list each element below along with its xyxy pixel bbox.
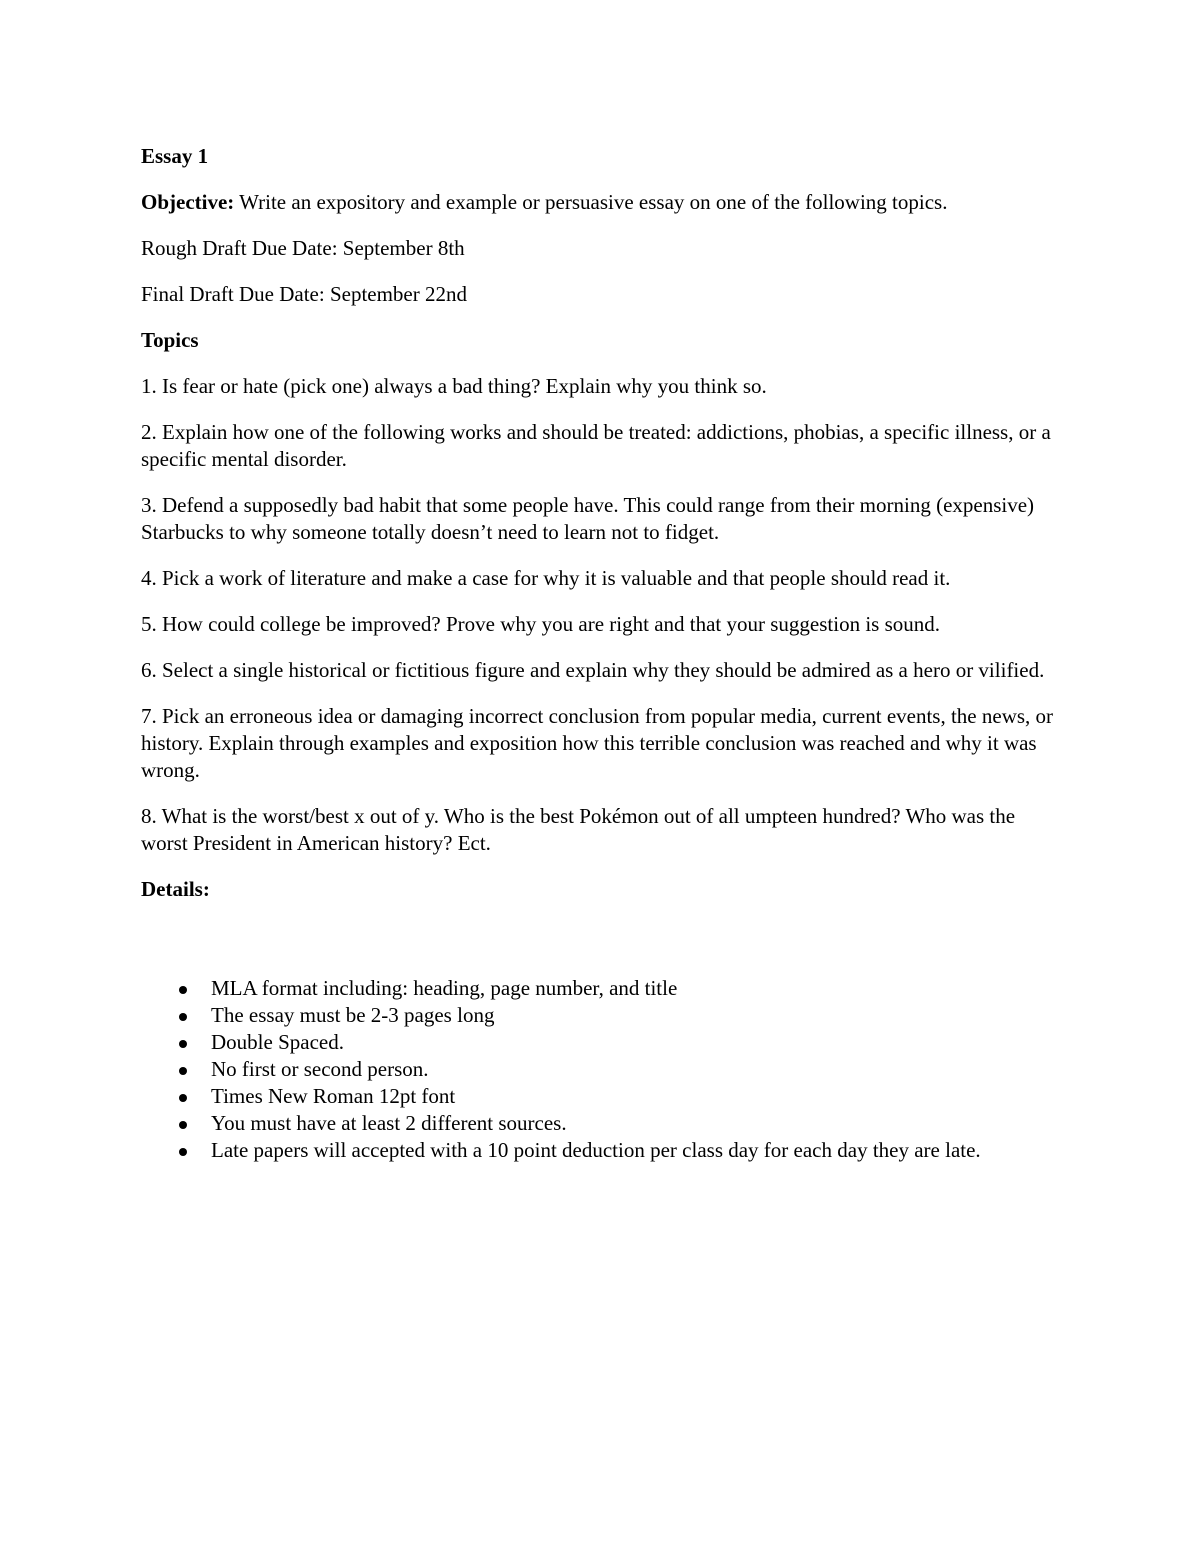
bullet-icon [179, 1040, 187, 1048]
topics-heading: Topics [141, 328, 199, 352]
topic-item: 2. Explain how one of the following works and should be treated: addictions, phobias, a specific illness, or a specific mental disorder. [141, 420, 1051, 471]
essay-title: Essay 1 [141, 144, 209, 168]
topic-item: 6. Select a single historical or fictitious figure and explain why they should be admired as a hero or vilified. [141, 658, 1045, 682]
detail-text: Late papers will accepted with a 10 point deduction per class day for each day they are late. [211, 1138, 981, 1162]
topic-item: 4. Pick a work of literature and make a case for why it is valuable and that people should read it. [141, 566, 951, 590]
bullet-icon [179, 1121, 187, 1129]
objective-line [141, 189, 1061, 216]
details-heading: Details: [141, 877, 210, 901]
objective-label: Objective: [141, 190, 235, 214]
bullet-icon [179, 1148, 187, 1156]
list-item [141, 975, 1061, 1002]
detail-text: Times New Roman 12pt font [211, 1084, 456, 1108]
list-item [141, 1002, 1061, 1029]
topic-item: 8. What is the worst/best x out of y. Who is the best Pokémon out of all umpteen hundred? Who was the worst President in American history? Ect. [141, 804, 1016, 855]
list-item [141, 1029, 1061, 1056]
topic-item: 1. Is fear or hate (pick one) always a bad thing? Explain why you think so. [141, 374, 767, 398]
rough-draft-due: Rough Draft Due Date: September 8th [141, 236, 465, 260]
details-list [141, 975, 1061, 1164]
topic-item: 3. Defend a supposedly bad habit that some people have. This could range from their morning (expensive) Starbucks to why someone totally doesn’t need to learn not to fidget. [141, 493, 1035, 544]
list-item [141, 1137, 1061, 1164]
detail-text: MLA format including: heading, page number, and title [211, 976, 678, 1000]
final-draft-due: Final Draft Due Date: September 22nd [141, 282, 467, 306]
list-item [141, 1110, 1061, 1137]
list-item [141, 1056, 1061, 1083]
document-page [141, 143, 1061, 1164]
detail-text: No first or second person. [211, 1057, 429, 1081]
list-item [141, 1083, 1061, 1110]
objective-text: Write an expository and example or persuasive essay on one of the following topics. [234, 190, 948, 214]
topic-item: 7. Pick an erroneous idea or damaging incorrect conclusion from popular media, current events, the news, or history. Explain through examples and exposition how this terrible conclusion was reached and why it was wrong. [141, 704, 1054, 782]
bullet-icon [179, 1094, 187, 1102]
bullet-icon [179, 1067, 187, 1075]
bullet-icon [179, 986, 187, 994]
detail-text: You must have at least 2 different sources. [211, 1111, 567, 1135]
bullet-icon [179, 1013, 187, 1021]
topic-item: 5. How could college be improved? Prove why you are right and that your suggestion is sound. [141, 612, 941, 636]
detail-text: Double Spaced. [211, 1030, 344, 1054]
detail-text: The essay must be 2-3 pages long [211, 1003, 495, 1027]
